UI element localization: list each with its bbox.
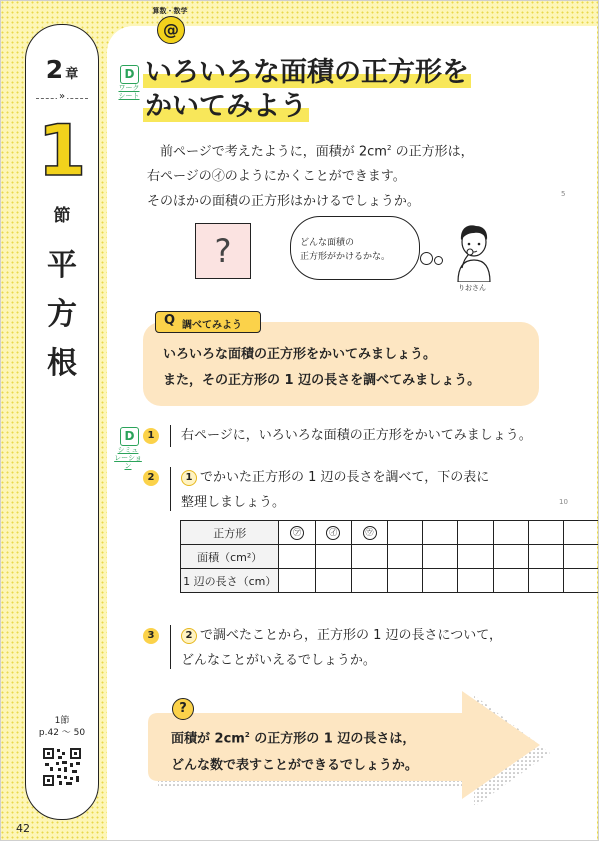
question-square: ?: [195, 223, 251, 279]
intro-paragraph: 前ページで考えたように，面積が $2cm^2$ の正方形は， 右ページの㋑のようにかくことができます。 そのほかの面積の正方形はかけるでしょうか。: [147, 144, 474, 210]
section-label: 節: [53, 206, 71, 226]
table-column-label: ㋐: [279, 521, 315, 545]
simulation-badge[interactable]: D: [120, 427, 139, 446]
step-number: 2: [143, 470, 159, 486]
step-text: 整理しましょう。: [181, 495, 286, 510]
chevron-down-icon: »: [58, 91, 66, 102]
thought-text: どんな面積の 正方形がかけるかな。: [300, 238, 391, 262]
step-text: で調べたことから，正方形の 1 辺の長さについて，: [200, 628, 503, 643]
digital-worksheet-label[interactable]: ワーク シート: [118, 84, 140, 100]
question-icon: ?: [172, 698, 194, 720]
step-number: 3: [143, 628, 159, 644]
section-title: 平 方 根: [47, 248, 77, 381]
table-column-label: ㋑: [315, 521, 351, 545]
table-header-cell: 正方形: [181, 521, 279, 545]
student-name: りおさん: [458, 284, 486, 292]
step-reference: 2: [181, 628, 197, 644]
subject-logo-text: 算数・数学: [152, 7, 188, 15]
simulation-label[interactable]: シミュ レーション: [114, 446, 142, 470]
step-text: でかいた正方形の 1 辺の長さを調べて，下の表に: [200, 470, 490, 485]
digital-worksheet-badge[interactable]: D: [120, 65, 139, 84]
at-symbol-icon: @: [157, 16, 185, 44]
table-column-label: ㋒: [351, 521, 387, 545]
section-number: 1: [37, 110, 87, 192]
page-reference: 1節 p.42 ～ 50: [38, 716, 86, 738]
step-text: どんなことがいえるでしょうか。: [181, 653, 376, 668]
step-number: 1: [143, 428, 159, 444]
page-title-line2: かいてみよう: [145, 91, 307, 122]
investigate-tab-label: 調べてみよう: [182, 320, 242, 331]
table-row-label: 面積（cm²）: [181, 545, 279, 569]
page-number: 42: [16, 822, 30, 835]
page-title-line1: いろいろな面積の正方形を: [145, 57, 469, 88]
step-reference: 1: [181, 470, 197, 486]
investigate-text: いろいろな面積の正方形をかいてみましょう。 また，その正方形の 1 辺の長さを調べてみましょう。: [163, 347, 481, 388]
q-icon: Q: [164, 313, 176, 328]
chapter-number: 2 章: [45, 55, 79, 84]
key-question-text: 面積が $2cm^2$ の正方形の 1 辺の長さは， どんな数で表すことができるでしょうか。: [171, 731, 418, 774]
table-row-label: 1 辺の長さ（cm）: [181, 569, 279, 593]
margin-line-number: 10: [559, 498, 568, 506]
margin-line-number: 5: [561, 190, 566, 198]
step-text: 右ページに，いろいろな面積の正方形をかいてみましょう。: [181, 428, 532, 443]
